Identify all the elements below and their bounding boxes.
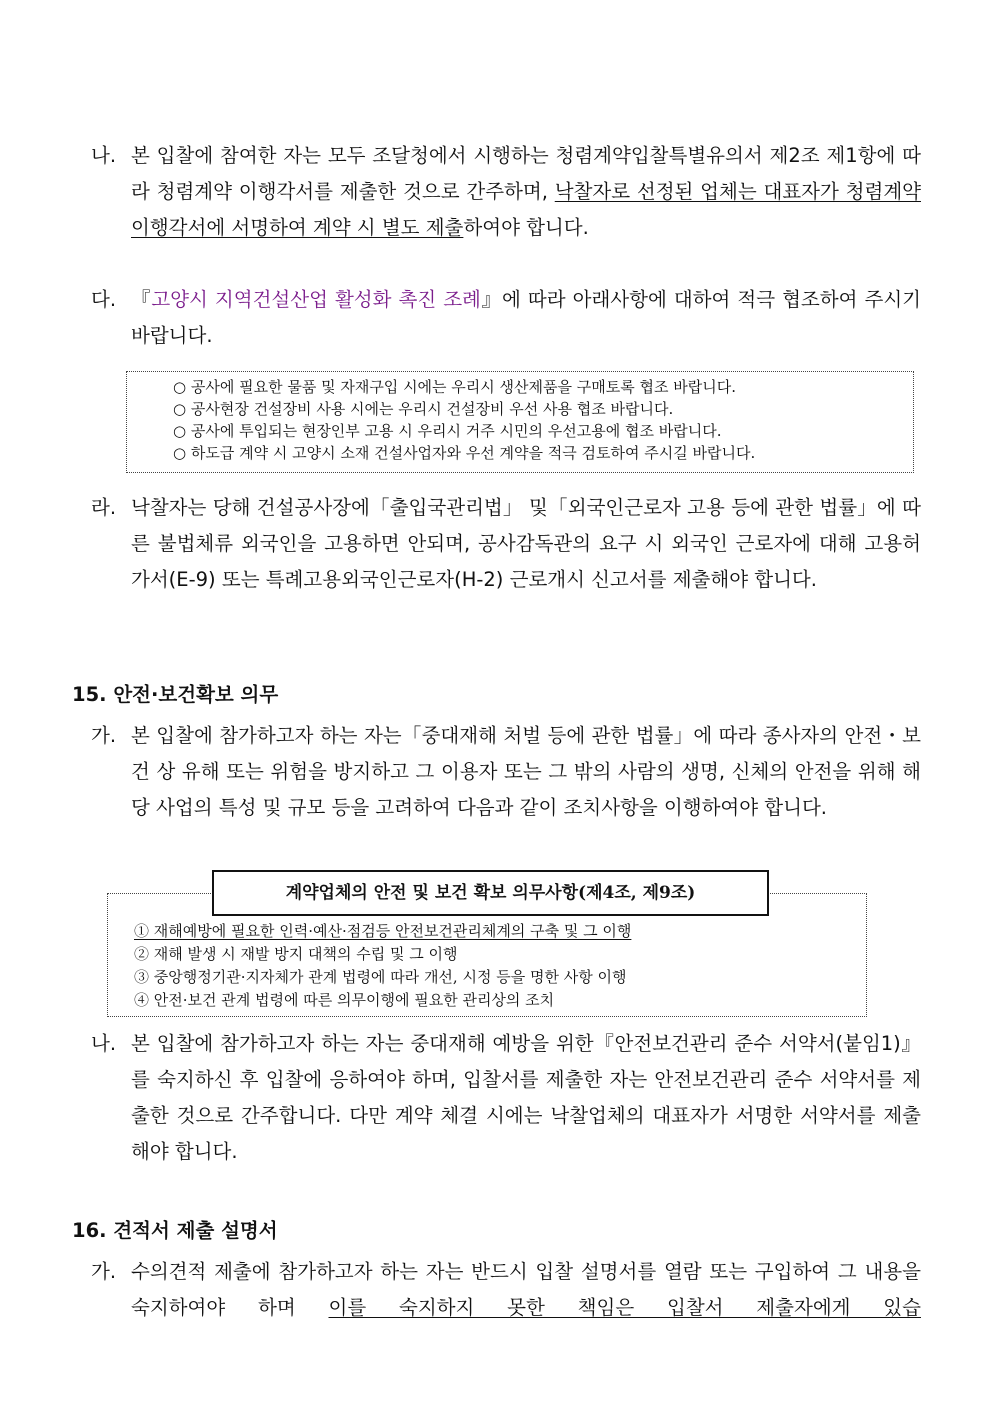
paragraph-text: 본 입찰에 참가하고자 하는 자는 중대재해 예방을 위한『안전보건관리 준수 서약서(붙임1)』를 숙지하신 후 입찰에 응하여야 하며, 입찰서를 제출한 자는 안전보건관리 준수 서약서를 제출한 것으로 간주합니다. 다만 계약 체결 시에는 낙찰업체의 대표자가 서명한 서약서를 제출해야 합니다. [131, 1032, 921, 1163]
underlined-text: 낙찰자로 선정된 업체는 대표자가 청렴계약 이행각서에 서명하여 계약 시 별도 제출 [131, 180, 921, 239]
paragraph-text: 낙찰자는 당해 건설공사장에「출입국관리법」 및「외국인근로자 고용 등에 관한 법률」에 따른 불법체류 외국인을 고용하면 안되며, 공사감독관의 요구 시 외국인 근로자에 대해 고용허가서(E-9) 또는 특례고용외국인근로자(H-2) 근로개시 신고서를 제출해야 합니다. [131, 496, 921, 591]
duty-item: ② 재해 발생 시 재발 방지 대책의 수립 및 그 이행 [134, 945, 458, 963]
paragraph-text-end: 하여야 합니다. [463, 216, 589, 239]
item-marker: 나. [91, 1032, 117, 1055]
notice-line: ○ 공사현장 건설장비 사용 시에는 우리시 건설장비 우선 사용 협조 바랍니다. [173, 400, 674, 418]
paragraph-na-safety-pledge [91, 1026, 921, 1170]
item-marker: 나. [91, 144, 117, 167]
notice-line: ○ 하도급 계약 시 고양시 소재 건설사업자와 우선 계약을 적극 검토하여 주시길 바랍니다. [173, 444, 756, 462]
ordinance-name: 고양시 지역건설산업 활성화 촉진 조례 [151, 288, 481, 311]
local-cooperation-notice-box [126, 371, 914, 473]
paragraph-text: 』에 따라 아래사항에 대하여 적극 협조하여 주시기 바랍니다. [131, 288, 921, 347]
open-bracket: 『 [131, 288, 152, 311]
item-marker: 다. [91, 288, 117, 311]
duty-item: ③ 중앙행정기관·지자체가 관계 법령에 따라 개선, 시정 등을 명한 사항 이행 [134, 968, 627, 986]
duty-item: ④ 안전·보건 관계 법령에 따른 의무이행에 필요한 관리상의 조치 [134, 991, 555, 1009]
item-marker: 라. [91, 496, 117, 519]
item-marker: 가. [91, 1260, 117, 1283]
paragraph-text: 본 입찰에 참여한 자는 모두 조달청에서 시행하는 청렴계약입찰특별유의서 제2조 제1항에 따라 청렴계약 이행각서를 제출한 것으로 간주하며, [131, 144, 921, 203]
underlined-text: 이를 숙지하지 못한 책임은 입찰서 제출자에게 있습 [328, 1296, 921, 1319]
paragraph-ra-foreign-workers [91, 490, 921, 598]
paragraph-da-local-ordinance [91, 282, 921, 354]
paragraph-text: 본 입찰에 참가하고자 하는 자는「중대재해 처벌 등에 관한 법률」에 따라 종사자의 안전・보건 상 유해 또는 위험을 방지하고 그 이용자 또는 그 밖의 사람의 생명, 신체의 안전을 위해 해당 사업의 특성 및 규모 등을 고려하여 다음과 같이 조치사항을 이행하여야 합니다. [131, 724, 921, 819]
paragraph-ga-safety-duty [91, 718, 921, 826]
duty-item: ① 재해예방에 필요한 인력·예산·점검등 안전보건관리체계의 구축 및 그 이행 [134, 922, 632, 940]
notice-line: ○ 공사에 투입되는 현장인부 고용 시 우리시 거주 시민의 우선고용에 협조 바랍니다. [173, 422, 722, 440]
paragraph-na-integrity-pledge [91, 138, 921, 246]
section-heading-15: 15. 안전·보건확보 의무 [72, 683, 279, 706]
safety-duty-box-title: 계약업체의 안전 및 보건 확보 의무사항(제4조, 제9조) [212, 870, 769, 916]
paragraph-text: 수의견적 제출에 참가하고자 하는 자는 반드시 입찰 설명서를 열람 또는 구입하여 그 내용을 숙지하여야 하며 [131, 1260, 921, 1319]
notice-line: ○ 공사에 필요한 물품 및 자재구입 시에는 우리시 생산제품을 구매토록 협조 바랍니다. [173, 378, 736, 396]
item-marker: 가. [91, 724, 117, 747]
section-heading-16: 16. 견적서 제출 설명서 [72, 1219, 278, 1242]
paragraph-ga-quotation [91, 1254, 921, 1326]
